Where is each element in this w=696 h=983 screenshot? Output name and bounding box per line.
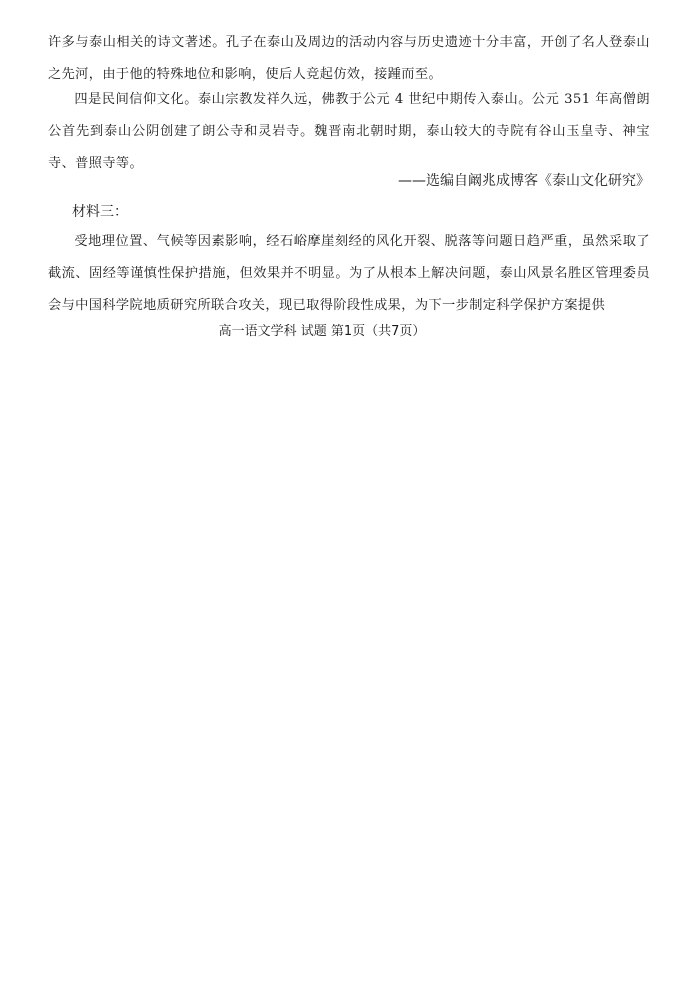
section-heading-material-three: 材料三： [72, 204, 128, 220]
page-footer: 高一语文学科 试题 第1页（共7页） [218, 324, 426, 339]
paragraph-continued: 许多与泰山相关的诗文著述。孔子在泰山及周边的活动内容与历史遗迹十分丰富，开创了名人登泰山之先河，由于他的特殊地位和影响，使后人竞起仿效，接踵而至。 [48, 35, 650, 82]
paragraph-folk-belief: 四是民间信仰文化。泰山宗教发祥久远，佛教于公元 4 世纪中期传入泰山。公元 351 年高僧朗公首先到泰山公阴创建了朗公寺和灵岩寺。魏晋南北朝时期，泰山较大的寺院有谷山玉皇寺、神宝寺、普照寺等。 [48, 92, 650, 171]
paragraph-material-three: 受地理位置、气候等因素影响，经石峪摩崖刻经的风化开裂、脱落等问题日趋严重，虽然采取了截流、固经等谨慎性保护措施，但效果并不明显。为了从根本上解决问题，泰山风景名胜区管理委员会与中国科学院地质研究所联合攻关，现已取得阶段性成果，为下一步制定科学保护方案提供 [48, 234, 650, 313]
source-citation: ——选编自阚兆成博客《泰山文化研究》 [398, 173, 650, 189]
